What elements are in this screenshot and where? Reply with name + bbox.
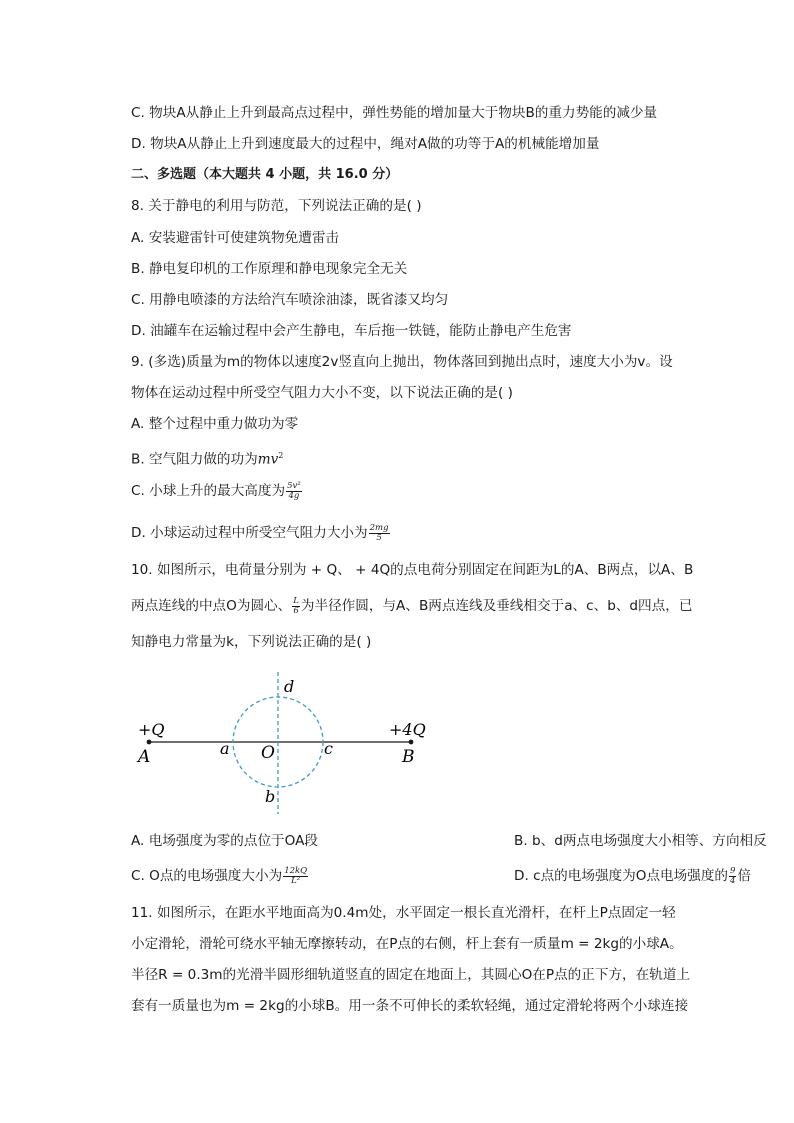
label-d: d xyxy=(284,677,295,696)
fraction-denominator: 6 xyxy=(293,605,299,616)
label-point-b: B xyxy=(402,747,415,767)
fraction xyxy=(283,867,308,886)
label-plus-q: +Q xyxy=(138,720,165,739)
question-9-option-a: A. 整个过程中重力做功为零 xyxy=(131,416,299,432)
question-8-option-a: A. 安装避雷针可使建筑物免遭雷击 xyxy=(131,230,340,246)
option-b-math: mv xyxy=(257,451,279,468)
label-center-o: O xyxy=(261,743,275,763)
question-11-stem-line4: 套有一质量也为m = 2kg的小球B。用一条不可伸长的柔软轻绳，通过定滑轮将两个小球连接 xyxy=(131,998,689,1014)
question-8-option-d: D. 油罐车在运输过程中会产生静电，车后拖一铁链，能防止静电产生危害 xyxy=(131,323,572,339)
stem-text: 为半径作圆，与A、B两点连线及垂线相交于a、c、b、d四点，已 xyxy=(300,598,693,614)
fraction-numerator: 2mg xyxy=(369,522,389,533)
option-c-text: C. 小球上升的最大高度为 xyxy=(131,483,286,499)
fraction xyxy=(369,524,390,543)
fraction-denominator: 4g xyxy=(288,490,300,501)
fraction-denominator: 5 xyxy=(376,532,382,543)
stem-text: 两点连线的中点O为圆心、 xyxy=(131,598,292,614)
question-10-option-c xyxy=(131,865,309,886)
label-c: c xyxy=(324,739,333,758)
question-10-option-a: A. 电场强度为零的点位于OA段 xyxy=(131,833,318,849)
fraction xyxy=(286,482,302,501)
question-10-options-row1 xyxy=(131,831,767,851)
question-10-option-b: B. b、d两点电场强度大小相等、方向相反 xyxy=(514,833,767,849)
question-11-stem-line2: 小定滑轮，滑轮可绕水平轴无摩擦转动，在P点的右侧，杆上套有一质量m = 2kg的小球A。 xyxy=(131,936,683,952)
question-10-stem-line3: 知静电力常量为k，下列说法正确的是( ) xyxy=(131,634,372,650)
question-11-stem-line3: 半径R = 0.3m的光滑半圆形细轨道竖直的固定在地面上，其圆心O在P点的正下方，在轨道上 xyxy=(131,967,691,983)
question-8-option-b: B. 静电复印机的工作原理和静电现象完全无关 xyxy=(131,261,408,277)
question-9-stem-line2: 物体在运动过程中所受空气阻力大小不变，以下说法正确的是( ) xyxy=(131,385,513,401)
option-c-text: C. O点的电场强度大小为 xyxy=(131,868,283,884)
label-b: b xyxy=(265,787,276,806)
option-d-q7: D. 物块A从静止上升到速度最大的过程中，绳对A做的功等于A的机械能增加量 xyxy=(131,136,600,152)
option-d-suffix: 倍 xyxy=(737,868,752,884)
label-plus-4q: +4Q xyxy=(389,720,426,739)
fraction xyxy=(292,597,300,616)
question-8-option-c: C. 用静电喷漆的方法给汽车喷涂油漆，既省漆又均匀 xyxy=(131,292,449,308)
question-9-option-d xyxy=(131,523,391,543)
point-a-charge xyxy=(147,740,152,745)
fraction-numerator: L xyxy=(293,595,299,606)
fraction xyxy=(729,867,736,886)
charge-circle-figure xyxy=(130,672,430,814)
question-9-option-c xyxy=(131,481,303,501)
question-10-option-d xyxy=(514,866,751,886)
question-9-stem-line1: 9. (多选)质量为m的物体以速度2v竖直向上抛出，物体落回到抛出点时，速度大小为v。设 xyxy=(131,354,673,370)
label-a: a xyxy=(220,739,230,758)
option-b-exponent: 2 xyxy=(278,451,284,460)
fraction-numerator: 5v² xyxy=(287,480,301,491)
option-c-q7: C. 物块A从静止上升到最高点过程中，弹性势能的增加量大于物块B的重力势能的减少量 xyxy=(131,105,658,121)
option-b-text: B. 空气阻力做的功为 xyxy=(131,451,258,468)
fraction-denominator: 4 xyxy=(730,875,736,886)
fraction-numerator: 12kQ xyxy=(284,865,308,876)
question-10-stem-line2 xyxy=(131,596,692,616)
fraction-numerator: 9 xyxy=(730,865,736,876)
question-10-options-row2 xyxy=(131,865,752,886)
label-point-a: A xyxy=(138,747,151,767)
question-11-stem-line1: 11. 如图所示，在距水平地面高为0.4m处，水平固定一根长直光滑杆，在杆上P点固定一轻 xyxy=(131,905,676,921)
question-8-stem: 8. 关于静电的利用与防范，下列说法正确的是( ) xyxy=(131,198,422,214)
section-header: 二、多选题（本大题共 4 小题，共 16.0 分） xyxy=(131,167,399,182)
fraction-denominator: L² xyxy=(291,875,301,886)
option-d-text: D. 小球运动过程中所受空气阻力大小为 xyxy=(131,525,368,541)
question-9-option-b xyxy=(131,446,283,470)
question-10-stem-line1: 10. 如图所示，电荷量分别为 + Q、 + 4Q的点电荷分别固定在间距为L的A、B两点，以A、B xyxy=(131,562,694,578)
point-b-charge xyxy=(409,740,414,745)
option-d-text: D. c点的电场强度为O点电场强度的 xyxy=(514,868,729,884)
